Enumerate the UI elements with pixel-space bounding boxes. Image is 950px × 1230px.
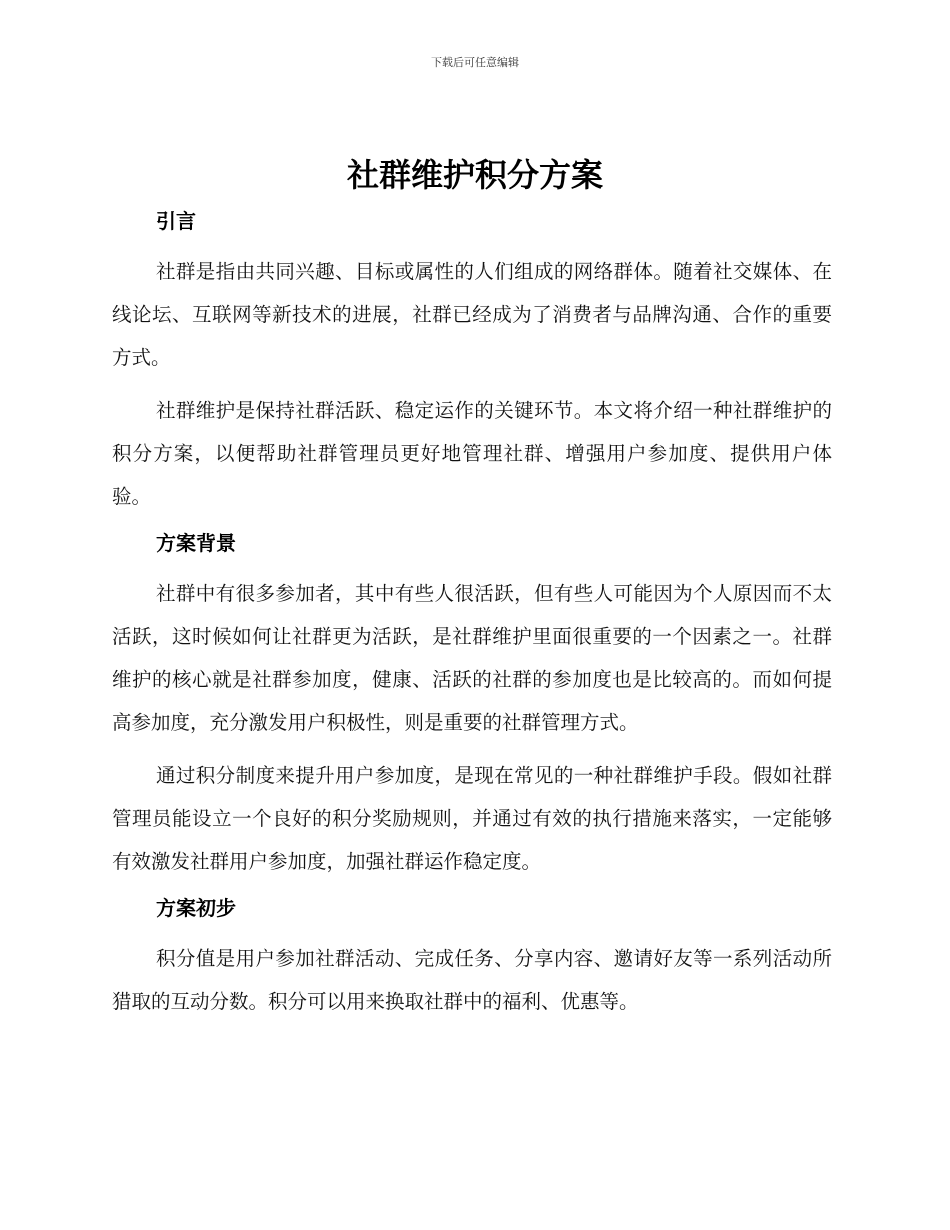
section-background [112, 528, 832, 883]
section-heading: 方案初步 [156, 896, 236, 920]
section-intro [112, 206, 832, 518]
section-preliminary [112, 893, 832, 1023]
paragraph: 社群中有很多参加者，其中有些人很活跃，但有些人可能因为个人原因而不太活跃，这时候如何让社群更为活跃，是社群维护里面很重要的一个因素之一。社群维护的核心就是社群参加度，健康、活跃的社群的参加度也是比较高的。而如何提高参加度，充分激发用户积极性，则是重要的社群管理方式。 [112, 582, 832, 734]
section-heading: 引言 [156, 209, 196, 233]
paragraph: 积分值是用户参加社群活动、完成任务、分享内容、邀请好友等一系列活动所猎取的互动分数。积分可以用来换取社群中的福利、优惠等。 [112, 947, 832, 1013]
paragraph: 通过积分制度来提升用户参加度，是现在常见的一种社群维护手段。假如社群管理员能设立一个良好的积分奖励规则，并通过有效的执行措施来落实，一定能够有效激发社群用户参加度，加强社群运作稳定度。 [112, 764, 832, 873]
paragraph: 社群维护是保持社群活跃、稳定运作的关键环节。本文将介绍一种社群维护的积分方案，以便帮助社群管理员更好地管理社群、增强用户参加度、提供用户体验。 [112, 399, 832, 508]
section-heading: 方案背景 [156, 531, 236, 555]
page-header-note: 下载后可任意编辑 [431, 56, 519, 69]
paragraph: 社群是指由共同兴趣、目标或属性的人们组成的网络群体。随着社交媒体、在线论坛、互联网等新技术的进展，社群已经成为了消费者与品牌沟通、合作的重要方式。 [112, 260, 832, 369]
document-body [112, 200, 832, 1033]
document-title: 社群维护积分方案 [346, 156, 603, 194]
